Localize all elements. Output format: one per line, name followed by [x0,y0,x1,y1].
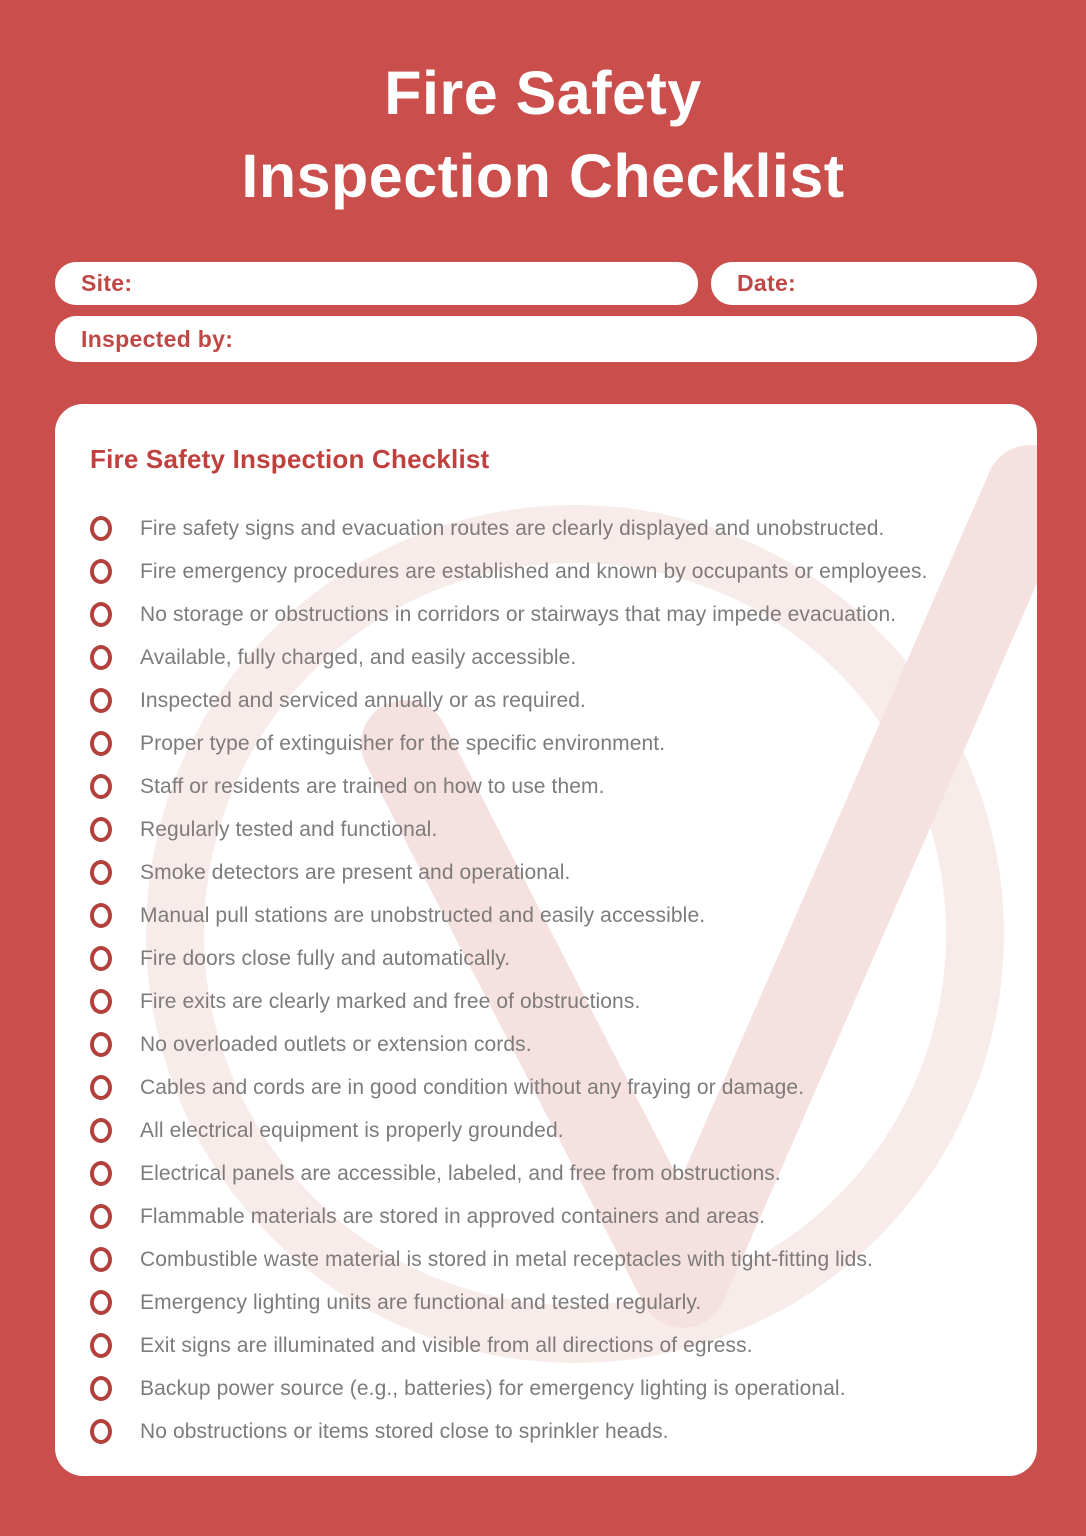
empty-circle-checkbox[interactable] [90,1333,112,1358]
empty-circle-checkbox[interactable] [90,1247,112,1272]
checklist-item-row [90,507,1007,550]
empty-circle-checkbox[interactable] [90,1376,112,1401]
empty-circle-checkbox[interactable] [90,688,112,713]
checklist-item-row [90,1367,1007,1410]
empty-circle-checkbox[interactable] [90,903,112,928]
checklist-item-label: Combustible waste material is stored in metal receptacles with tight-fitting lids. [140,1247,873,1271]
empty-circle-checkbox[interactable] [90,989,112,1014]
empty-circle-checkbox[interactable] [90,645,112,670]
empty-circle-checkbox[interactable] [90,774,112,799]
checklist-item-label: Cables and cords are in good condition without any fraying or damage. [140,1075,805,1099]
checklist-item-row [90,980,1007,1023]
checklist-item-label: Fire safety signs and evacuation routes are clearly displayed and unobstructed. [140,516,885,540]
card-content [55,404,1037,1453]
empty-circle-checkbox[interactable] [90,1161,112,1186]
site-label: Site: [81,270,133,296]
site-field[interactable] [55,262,698,305]
checklist-item-label: Flammable materials are stored in approved containers and areas. [140,1204,766,1228]
fields-row [55,262,1037,305]
checklist-item-label: Fire emergency procedures are established and known by occupants or employees. [140,559,928,583]
checklist-item-row [90,1238,1007,1281]
checklist-item-row [90,1195,1007,1238]
checklist-item-row [90,550,1007,593]
checklist-item-row [90,1023,1007,1066]
inspected-by-field[interactable] [55,316,1037,362]
checklist-item-row [90,1410,1007,1453]
checklist-item-label: No obstructions or items stored close to sprinkler heads. [140,1419,669,1443]
page-title-line1: Fire Safety [384,59,702,127]
checklist-card [55,404,1037,1476]
checklist-item-row [90,1152,1007,1195]
checklist [90,507,1007,1453]
checklist-item-row [90,679,1007,722]
checklist-item-label: Smoke detectors are present and operational. [140,860,571,884]
empty-circle-checkbox[interactable] [90,602,112,627]
date-label: Date: [737,270,797,296]
checklist-item-row [90,1066,1007,1109]
form-fields [55,262,1037,362]
checklist-item-row [90,851,1007,894]
date-field[interactable] [711,262,1037,305]
empty-circle-checkbox[interactable] [90,1419,112,1444]
checklist-item-label: Regularly tested and functional. [140,817,438,841]
checklist-item-label: Inspected and serviced annually or as required. [140,688,586,712]
empty-circle-checkbox[interactable] [90,860,112,885]
empty-circle-checkbox[interactable] [90,731,112,756]
checklist-item-row [90,894,1007,937]
checklist-item-row [90,808,1007,851]
checklist-item-label: Staff or residents are trained on how to use them. [140,774,605,798]
empty-circle-checkbox[interactable] [90,559,112,584]
checklist-item-row [90,937,1007,980]
checklist-item-label: Emergency lighting units are functional and tested regularly. [140,1290,702,1314]
checklist-item-label: Electrical panels are accessible, labeled, and free from obstructions. [140,1161,781,1185]
empty-circle-checkbox[interactable] [90,1118,112,1143]
checklist-item-row [90,593,1007,636]
checklist-item-row [90,1109,1007,1152]
checklist-item-row [90,1281,1007,1324]
empty-circle-checkbox[interactable] [90,946,112,971]
checklist-item-row [90,765,1007,808]
checklist-item-label: Fire doors close fully and automatically. [140,946,511,970]
checklist-item-row [90,636,1007,679]
checklist-item-label: Proper type of extinguisher for the specific environment. [140,731,666,755]
empty-circle-checkbox[interactable] [90,1290,112,1315]
checklist-item-label: All electrical equipment is properly grounded. [140,1118,564,1142]
checklist-item-label: Available, fully charged, and easily accessible. [140,645,577,669]
checklist-item-label: Backup power source (e.g., batteries) for emergency lighting is operational. [140,1376,846,1400]
empty-circle-checkbox[interactable] [90,1075,112,1100]
empty-circle-checkbox[interactable] [90,1204,112,1229]
checklist-item-label: Exit signs are illuminated and visible from all directions of egress. [140,1333,753,1357]
empty-circle-checkbox[interactable] [90,1032,112,1057]
page-title [0,0,1086,218]
checklist-heading: Fire Safety Inspection Checklist [90,444,490,474]
checklist-item-row [90,722,1007,765]
checklist-item-label: No storage or obstructions in corridors or stairways that may impede evacuation. [140,602,897,626]
inspected-by-label: Inspected by: [81,325,234,352]
checklist-item-label: No overloaded outlets or extension cords. [140,1032,532,1056]
empty-circle-checkbox[interactable] [90,817,112,842]
empty-circle-checkbox[interactable] [90,516,112,541]
page-title-line2: Inspection Checklist [241,142,845,210]
checklist-item-label: Fire exits are clearly marked and free of obstructions. [140,989,641,1013]
checklist-item-label: Manual pull stations are unobstructed and easily accessible. [140,903,706,927]
checklist-item-row [90,1324,1007,1367]
